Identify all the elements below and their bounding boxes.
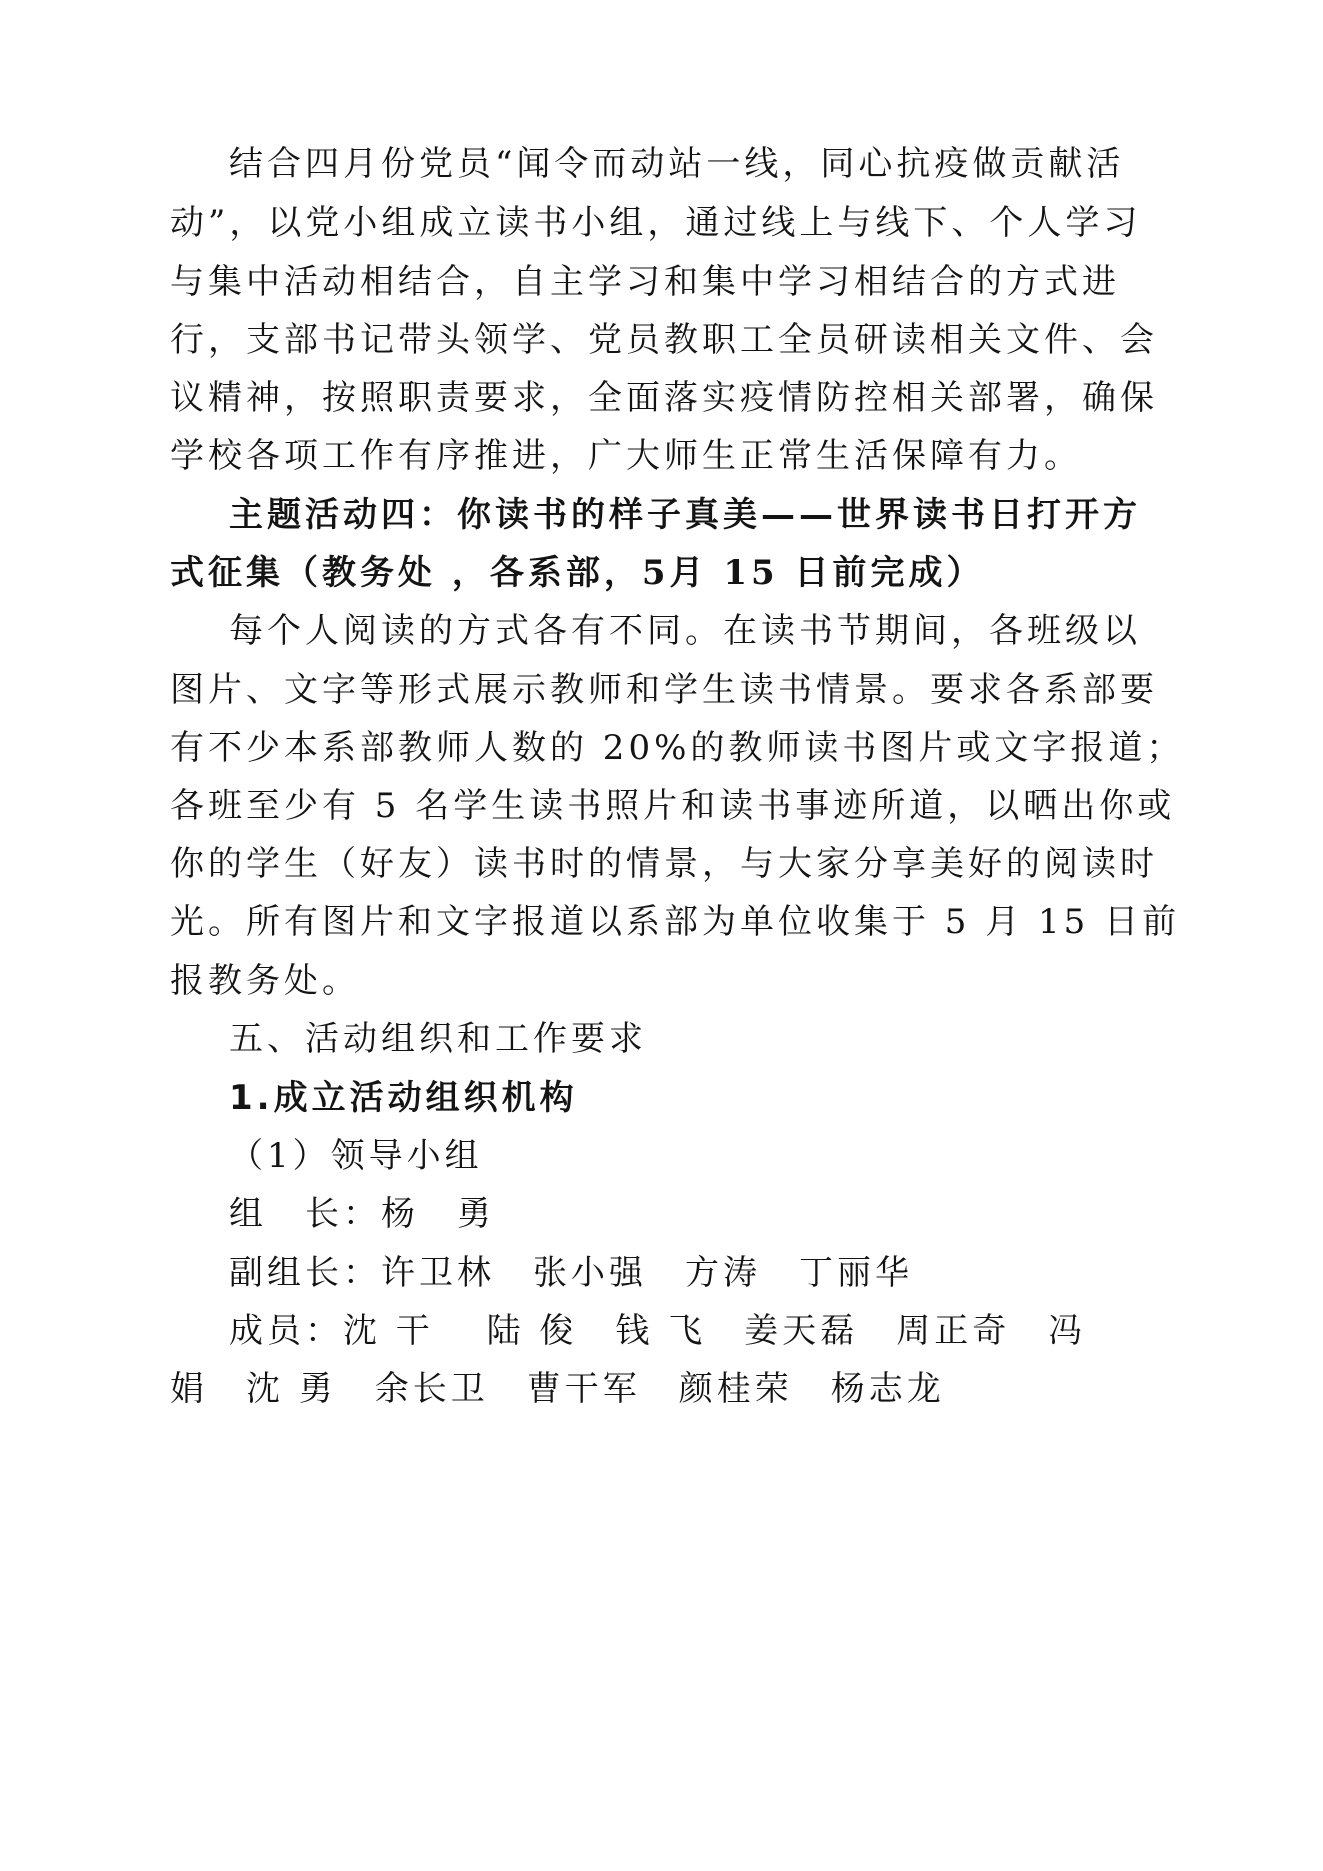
- leader-line: 组 长：杨 勇: [229, 1194, 495, 1234]
- para1-line-1: 结合四月份党员“闻令而动站一线，同心抗疫做贡献活: [229, 144, 1125, 184]
- para2-line-5: 你的学生（好友）读书时的情景，与大家分享美好的阅读时: [170, 844, 1158, 884]
- para1-line-5: 议精神，按照职责要求，全面落实疫情防控相关部署，确保: [170, 378, 1158, 418]
- para1-line-3: 与集中活动相结合，自主学习和集中学习相结合的方式进: [170, 262, 1120, 302]
- para1-line-2: 动”，以党小组成立读书小组，通过线上与线下、个人学习: [170, 203, 1142, 243]
- para2-line-2: 图片、文字等形式展示教师和学生读书情景。要求各系部要: [170, 670, 1158, 710]
- para1-line-6: 学校各项工作有序推进，广大师生正常生活保障有力。: [170, 436, 1082, 476]
- item1-title: （1）领导小组: [229, 1136, 483, 1176]
- para2-line-1: 每个人阅读的方式各有不同。在读书节期间，各班级以: [229, 611, 1141, 651]
- para2-line-3: 有不少本系部教师人数的 20%的教师读书图片或文字报道；: [170, 728, 1185, 768]
- members-line-1: 成员：沈 干 陆 俊 钱 飞 姜天磊 周正奇 冯: [229, 1311, 1087, 1351]
- theme4-title-line-1: 主题活动四：你读书的样子真美——世界读书日打开方: [229, 495, 1141, 535]
- para2-line-7: 报教务处。: [170, 961, 360, 1001]
- para1-line-4: 行，支部书记带头领学、党员教职工全员研读相关文件、会: [170, 320, 1158, 360]
- vice-leaders-line: 副组长：许卫林 张小强 方涛 丁丽华: [229, 1253, 913, 1293]
- theme4-title-line-2: 式征集（教务处 ，各系部，5月 15 日前完成）: [170, 553, 985, 593]
- members-line-2: 娟 沈 勇 余长卫 曹干军 颜桂荣 杨志龙: [170, 1369, 945, 1409]
- para2-line-6: 光。所有图片和文字报道以系部为单位收集于 5 月 15 日前: [170, 902, 1181, 942]
- para2-line-4: 各班至少有 5 名学生读书照片和读书事迹所道，以晒出你或: [170, 786, 1176, 826]
- subsection1-title: 1.成立活动组织机构: [229, 1078, 578, 1118]
- section5-title: 五、活动组织和工作要求: [229, 1019, 647, 1059]
